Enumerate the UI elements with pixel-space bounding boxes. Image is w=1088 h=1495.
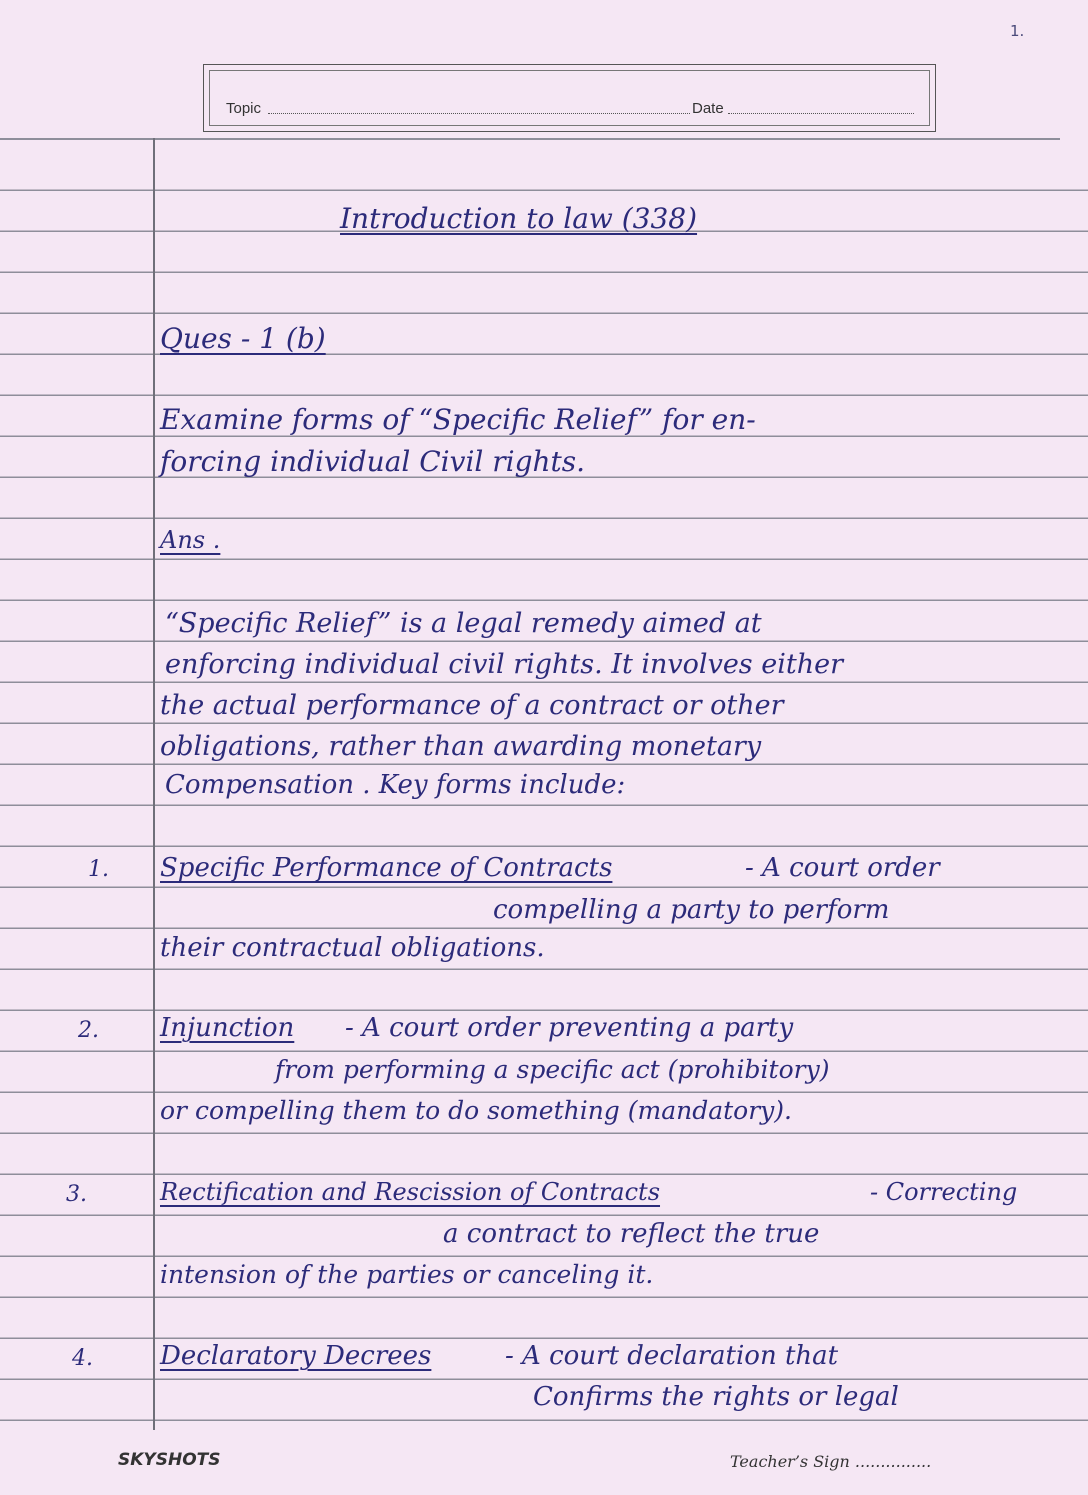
item-line: their contractual obligations.: [160, 933, 545, 963]
page-number: 1.: [1010, 22, 1025, 40]
item-heading: Specific Performance of Contracts: [160, 853, 613, 883]
item-heading: Rectification and Rescission of Contracts: [160, 1178, 661, 1206]
item-number: 2.: [78, 1018, 99, 1043]
notebook-brand-logo: SKYSHOTS: [118, 1450, 221, 1470]
date-dotted-line: [728, 113, 914, 114]
item-line: - Correcting: [870, 1178, 1018, 1206]
answer-intro-line: the actual performance of a contract or other: [160, 690, 784, 721]
answer-label: Ans .: [160, 526, 221, 554]
item-line: a contract to reflect the true: [443, 1219, 820, 1249]
item-line: intension of the parties or canceling it.: [160, 1260, 654, 1289]
item-line: Confirms the rights or legal: [533, 1382, 899, 1412]
item-line: from performing a specific act (prohibitory): [275, 1055, 830, 1084]
question-line: forcing individual Civil rights.: [160, 445, 586, 478]
date-label: Date: [692, 100, 724, 117]
item-heading: Injunction: [160, 1013, 295, 1043]
answer-intro-line: obligations, rather than awarding monetary: [160, 731, 762, 762]
item-heading: Declaratory Decrees: [160, 1341, 432, 1371]
answer-intro-line: enforcing individual civil rights. It involves either: [165, 649, 843, 680]
answer-intro-line: “Specific Relief” is a legal remedy aimed at: [165, 608, 762, 639]
answer-intro-line: Compensation . Key forms include:: [165, 770, 626, 800]
top-rule: [0, 138, 1060, 140]
item-number: 3.: [66, 1182, 87, 1207]
item-line: compelling a party to perform: [493, 895, 890, 925]
page-title: Introduction to law (338): [340, 202, 698, 235]
topic-dotted-line: [268, 113, 690, 114]
teacher-sign-field: Teacher’s Sign ...............: [730, 1452, 932, 1471]
item-line: - A court order preventing a party: [345, 1013, 794, 1043]
topic-label: Topic: [226, 100, 262, 117]
margin-line: [153, 138, 155, 1430]
question-label: Ques - 1 (b): [160, 322, 326, 355]
item-line: - A court declaration that: [505, 1341, 839, 1371]
topic-date-box: [203, 64, 936, 132]
item-line: - A court order: [745, 853, 940, 883]
item-number: 4.: [72, 1346, 93, 1371]
item-number: 1.: [88, 857, 109, 882]
item-line: or compelling them to do something (mandatory).: [160, 1096, 793, 1125]
question-line: Examine forms of “Specific Relief” for en-: [160, 403, 756, 436]
